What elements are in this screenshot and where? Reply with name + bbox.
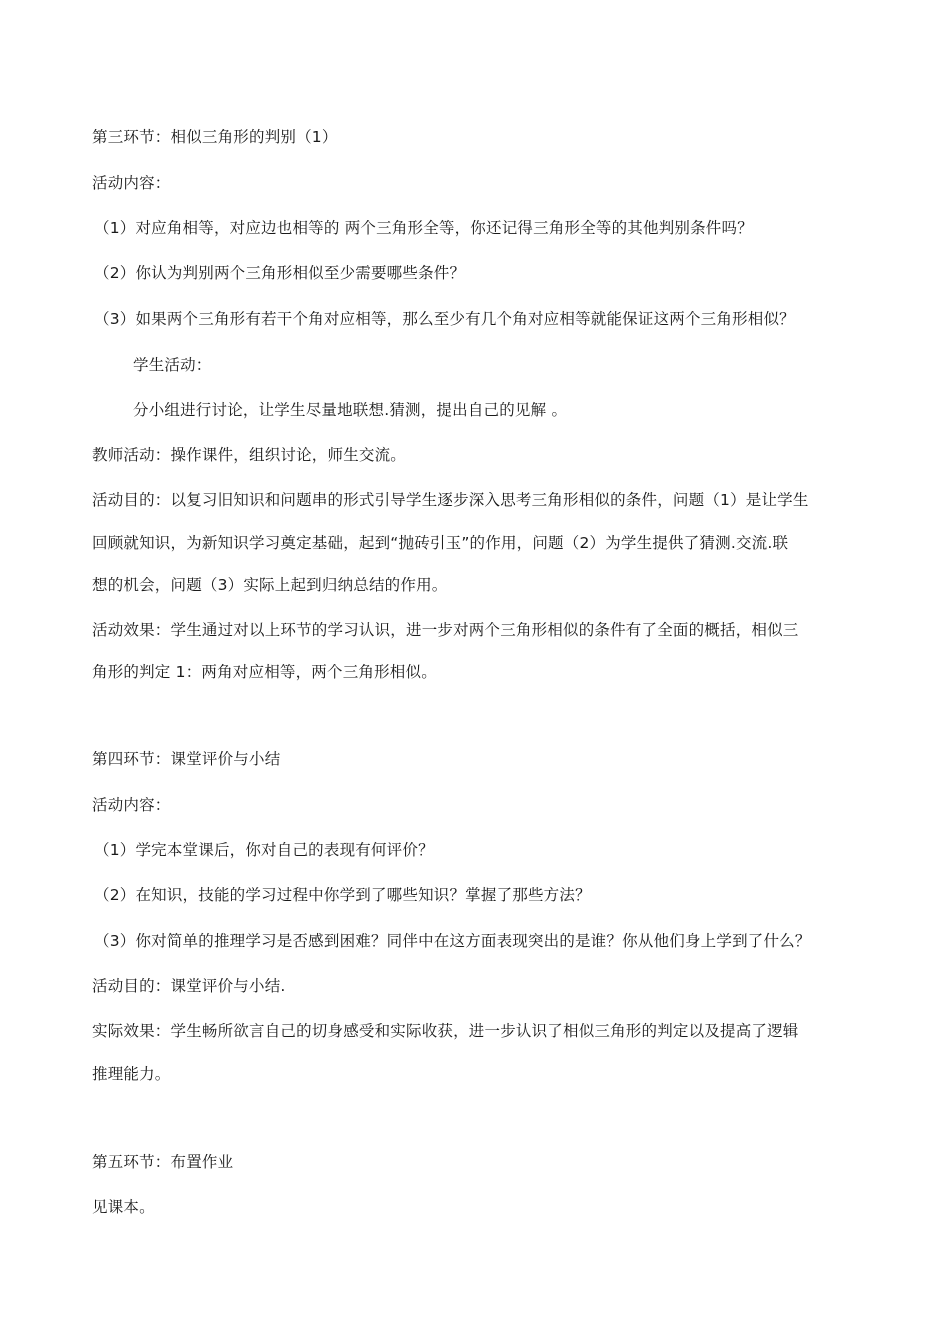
section4-item-1: （1）学完本堂课后，你对自己的表现有何评价？ [94,841,434,859]
section4-item-2: （2）在知识，技能的学习过程中你学到了哪些知识？掌握了那些方法？ [94,886,591,904]
section3-content-label: 活动内容： [92,174,171,192]
student-activity-text: 分小组进行讨论，让学生尽量地联想.猜测，提出自己的见解 。 [133,401,568,419]
section4-content-label: 活动内容： [92,796,171,814]
section3-item-2: （2）你认为判别两个三角形相似至少需要哪些条件？ [94,264,466,282]
section3-purpose-line-3: 想的机会，问题（3）实际上起到归纳总结的作用。 [92,576,448,594]
section4-item-3: （3）你对简单的推理学习是否感到困难？同伴中在这方面表现突出的是谁？你从他们身上学到了什么？ [94,932,811,950]
section4-purpose-text: 活动目的：课堂评价与小结. [92,977,286,995]
section3-item-3: （3）如果两个三角形有若干个角对应相等，那么至少有几个角对应相等就能保证这两个三角形相似？ [94,310,795,328]
section3-title: 第三环节：相似三角形的判别（1） [92,128,338,146]
section4-title: 第四环节：课堂评价与小结 [92,750,281,768]
section3-effect-line-2: 角形的判定 1：两角对应相等，两个三角形相似。 [92,663,437,681]
section3-item-1: （1）对应角相等，对应边也相等的 两个三角形全等，你还记得三角形全等的其他判别条件吗？ [94,219,753,237]
section3-purpose-line-2: 回顾就知识，为新知识学习奠定基础，起到“抛砖引玉”的作用，问题（2）为学生提供了猜测.交流.联 [92,534,789,552]
section5-text: 见课本。 [92,1198,155,1216]
teacher-activity-text: 教师活动：操作课件，组织讨论，师生交流。 [92,446,407,464]
section4-effect-line-2: 推理能力。 [92,1065,171,1083]
section5-title: 第五环节：布置作业 [92,1153,234,1171]
section3-purpose-line-1: 活动目的：以复习旧知识和问题串的形式引导学生逐步深入思考三角形相似的条件，问题（1）是让学生 [92,491,809,509]
student-activity-label: 学生活动： [133,356,212,374]
section3-effect-line-1: 活动效果：学生通过对以上环节的学习认识，进一步对两个三角形相似的条件有了全面的概括，相似三 [92,621,799,639]
section4-effect-line-1: 实际效果：学生畅所欲言自己的切身感受和实际收获，进一步认识了相似三角形的判定以及提高了逻辑 [92,1022,799,1040]
